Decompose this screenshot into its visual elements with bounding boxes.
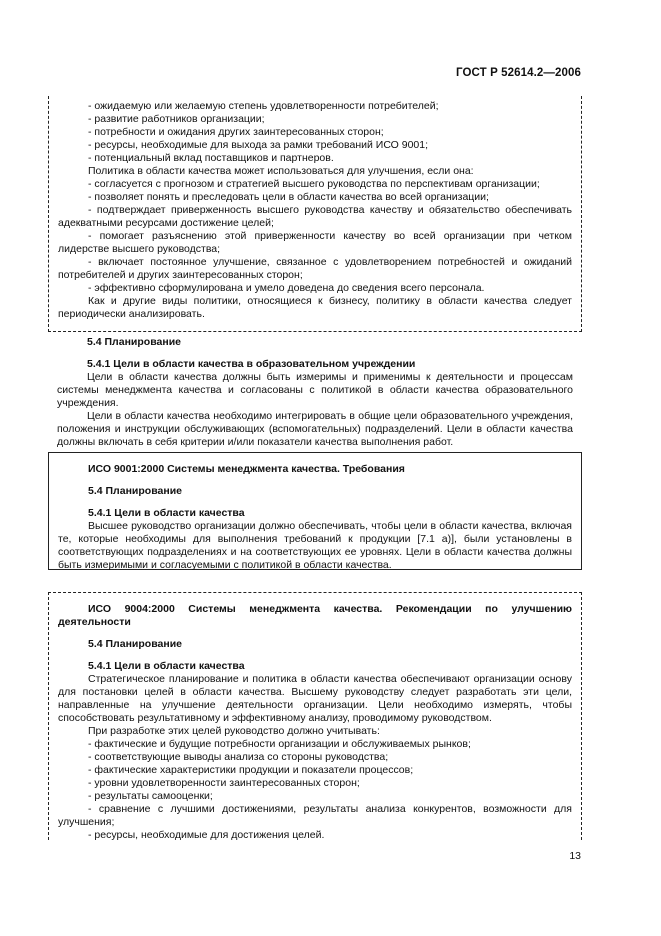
list-item: - потенциальный вклад поставщиков и партнеров.	[88, 152, 334, 164]
list-item: - уровни удовлетворенности заинтересованных сторон;	[88, 777, 360, 789]
list-item: - соответствующие выводы анализа со стороны руководства;	[88, 751, 389, 763]
iso9001-title: ИСО 9001:2000 Системы менеджмента качества. Требования	[88, 463, 405, 475]
iso9004-title: ИСО 9004:2000 Системы менеджмента качества. Рекомендации по улучшению деятельности	[58, 603, 572, 628]
iso9004-box	[48, 592, 582, 840]
section-heading: 5.4 Планирование	[88, 638, 182, 650]
list-item: - ресурсы, необходимые для достижения целей.	[88, 829, 325, 841]
section-heading: 5.4 Планирование	[87, 336, 181, 348]
list-item: - помогает разъяснению этой приверженности качеству во всей организации при четком лидерстве высшего руководства;	[58, 230, 572, 255]
list-item: - потребности и ожидания других заинтересованных сторон;	[88, 126, 384, 138]
list-item: - фактические характеристики продукции и показатели процессов;	[88, 764, 414, 776]
iso9001-box	[48, 452, 582, 570]
paragraph: Стратегическое планирование и политика в области качества обеспечивают организации основу для постановки целей в области качества. Высшему руководству следует разработать эти цели, направленные на улучшение деятельности организации. Цели необходимо измерять, чтобы способствовать результативному и эффективному анализу, проводимому руководством.	[58, 673, 572, 724]
paragraph: Высшее руководство организации должно обеспечивать, чтобы цели в области качества, включая те, которые необходимы для выполнения требований к продукции [7.1 а)], были установлены в соответствующих подразделениях и на соответствующих ее уровнях. Цели в области качества должны быть измеримыми и согласуемыми с политикой в области качества.	[58, 520, 572, 571]
list-item: - эффективно сформулирована и умело доведена до сведения всего персонала.	[88, 282, 485, 294]
list-item: - согласуется с прогнозом и стратегией высшего руководства по перспективам организации;	[88, 178, 540, 190]
section-subheading: 5.4.1 Цели в области качества в образовательном учреждении	[87, 358, 416, 370]
section-subheading: 5.4.1 Цели в области качества	[88, 507, 245, 519]
list-intro: При разработке этих целей руководство должно учитывать:	[88, 725, 380, 737]
list-item: - ресурсы, необходимые для выхода за рамки требований ИСО 9001;	[88, 139, 429, 151]
list-item: - фактические и будущие потребности организации и обслуживаемых рынков;	[88, 738, 471, 750]
iso9004-continuation-box	[48, 96, 582, 332]
list-item: - сравнение с лучшими достижениями, результаты анализа конкурентов, возможности для улучшения;	[58, 803, 572, 828]
document-header: ГОСТ Р 52614.2—2006	[456, 67, 581, 79]
closing-paragraph: Как и другие виды политики, относящиеся к бизнесу, политику в области качества следует периодически анализировать.	[58, 295, 572, 320]
paragraph: Цели в области качества необходимо интегрировать в общие цели образовательного учреждения, положения и инструкции обслуживающих (вспомогательных) подразделений. Цели в области качества должны включать в себя критерии и/или показатели качества выполнения работ.	[57, 410, 573, 448]
list-item: - включает постоянное улучшение, связанное с удовлетворением потребностей и ожиданий потребителей и других заинтересованных сторон;	[58, 256, 572, 281]
list-item: - результаты самооценки;	[88, 790, 213, 802]
section-5-4	[48, 336, 582, 449]
paragraph: Цели в области качества должны быть измеримы и применимы к деятельности и процессам системы менеджмента качества и согласованы с политикой в области качества образовательного учреждения.	[57, 371, 573, 409]
section-heading: 5.4 Планирование	[88, 485, 182, 497]
list-item: - позволяет понять и преследовать цели в области качества во всей организации;	[88, 191, 489, 203]
list-item: - развитие работников организации;	[88, 113, 265, 125]
page-number: 13	[569, 850, 581, 862]
section-subheading: 5.4.1 Цели в области качества	[88, 660, 245, 672]
list-item: - ожидаемую или желаемую степень удовлетворенности потребителей;	[88, 100, 439, 112]
policy-intro: Политика в области качества может использоваться для улучшения, если она:	[88, 165, 474, 177]
list-item: - подтверждает приверженность высшего руководства качеству и обязательство обеспечивать адекватными ресурсами достижение целей;	[58, 204, 572, 229]
